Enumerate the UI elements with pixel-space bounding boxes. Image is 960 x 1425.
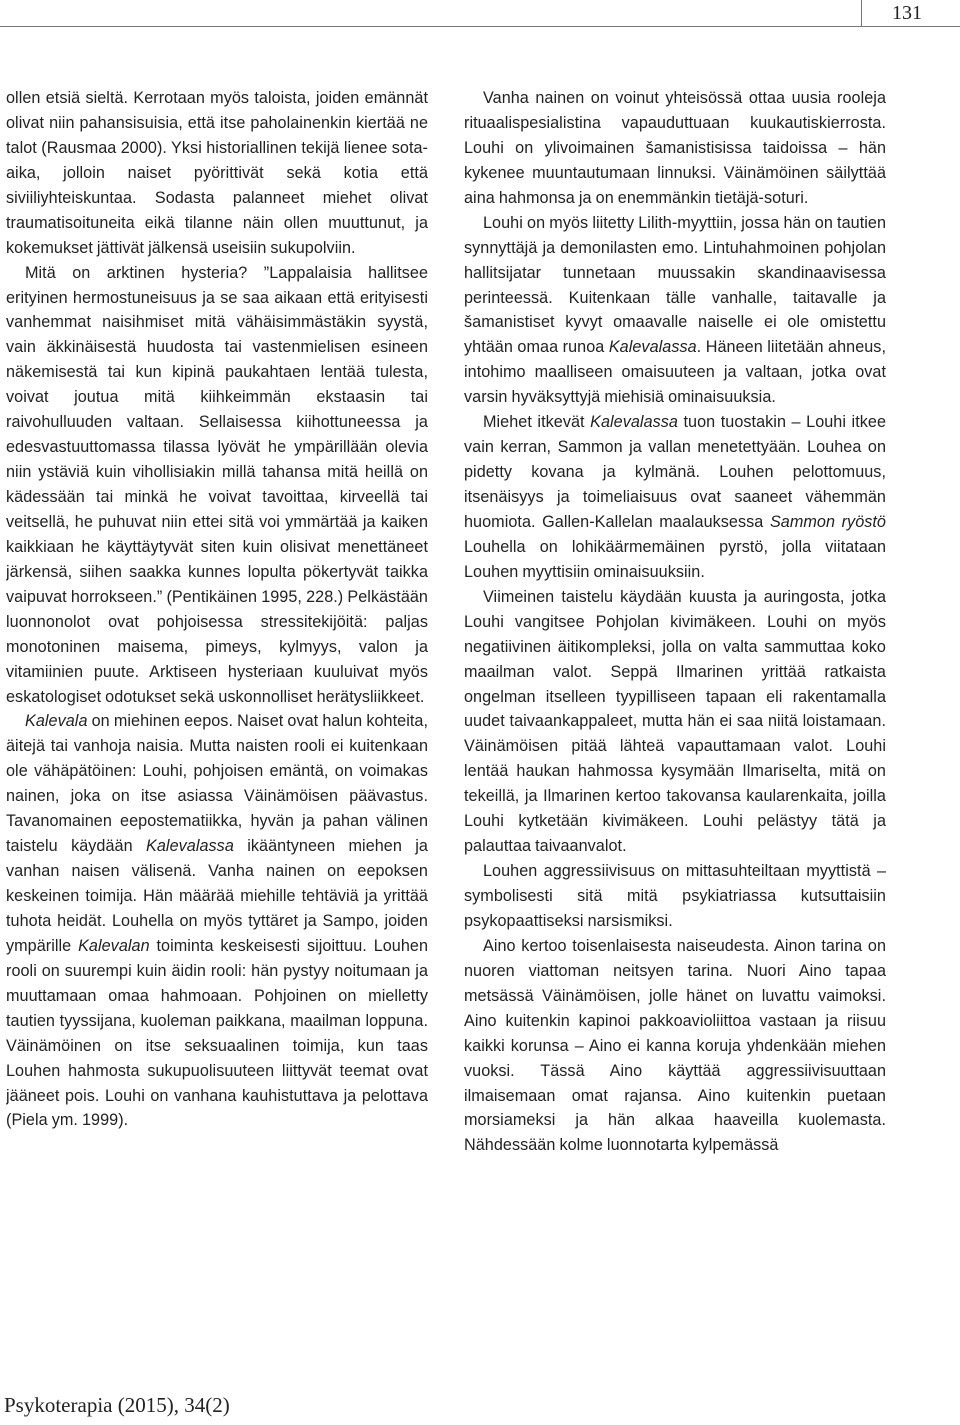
left-paragraph-3 — [6, 709, 428, 1133]
italic-title: Kalevalassa — [590, 413, 678, 432]
text-run: . Häneen liitetään ahneus, intohimo maalliseen omaisuuteen ja valtaan, jotka ovat varsin hyväksyttyjä miehisiä ominaisuuksia. — [464, 338, 886, 407]
italic-title: Kalevalassa — [146, 837, 234, 856]
header-rule — [0, 26, 960, 27]
italic-title: Kalevalan — [78, 936, 150, 955]
right-paragraph-1: Vanha nainen on voinut yhteisössä ottaa uusia rooleja rituaalispesialistina vapauduttuaan kuukautiskierrosta. Louhi on ylivoimainen šamanistisissa taidoissa – hän kykenee muuntautumaan linnuksi. Väinämöinen säilyttää aina hahmonsa ja on enemmänkin tietäjä-soturi. — [464, 89, 886, 207]
right-paragraph-5: Louhen aggressiivisuus on mittasuhteiltaan myyttistä – symbolisesti sitä mitä psykiatriassa kutsuttaisiin psykopaattiseksi narsismiksi. — [464, 862, 886, 930]
page-number: 131 — [861, 0, 952, 26]
text-run: ikääntyneen miehen ja vanhan naisen välisenä. Vanha nainen on eepoksen keskeinen toimija. Hän määrää miehille tehtäviä ja yrittää tuhota heidät. Louhella on myös tyttäret ja Sampo, joiden ympärille — [6, 837, 428, 955]
italic-title: Kalevala — [25, 712, 88, 731]
left-paragraph-2: Mitä on arktinen hysteria? ”Lappalaisia hallitsee erityinen hermostuneisuus ja se saa aikaan että erityisesti vanhemmat naisihmiset mitä vähäisimmästäkin syystä, vain äkkinäisestä huudosta tai vastenmielisen esineen näkemisestä tai kun kipinä paukahtaen lentää tulesta, voivat joutua mitä kiihkeimmän ekstaasin tai raivohulluuden valtaan. Sellaisessa kiihottuneessa ja edesvastuuttomassa tilassa lyövät he ympärillään olevia niin ystäviä kuin vihollisiakin millä tahansa mitä heillä on kädessään tai minkä he voivat tavoittaa, kirveellä tai veitsellä, he puhuvat niin ettei sitä voi ymmärtää ja kaiken kaikkiaan he käyttäytyvät siten kuin olisivat menettäneet järkensä, siihen saakka kunnes lopulta pökertyvät taikka vaipuvat horrokseen.” (Pentikäinen 1995, 228.) Pelkästään luonnonolot ovat pohjoisessa stressitekijöitä: paljas monotoninen maisema, pimeys, kylmyys, valon ja vitamiinien puute. Arktiseen hysteriaan kuuluivat myös eskatologiset odotukset sekä uskonnolliset herätysliikkeet. — [6, 263, 428, 706]
left-column — [6, 86, 428, 1336]
right-paragraph-3 — [464, 410, 886, 585]
text-run: toiminta keskeisesti sijoittuu. Louhen rooli on suurempi kuin äidin rooli: hän pystyy noitumaan ja muuttamaan omaa hahmoaan. Pohjoinen on mielletty tautien tyyssijana, kuoleman paikkana, maailman loppuna. Väinämöinen on itse seksuaalinen toimija, kun taas Louhen hahmosta sukupuolisuuteen liittyvät teemat ovat jääneet pois. Louhi on vanhana kauhistuttava ja pelottava (Piela ym. 1999). — [6, 936, 428, 1130]
journal-footer: Psykoterapia (2015), 34(2) — [4, 1393, 230, 1417]
text-run: Miehet itkevät — [483, 413, 591, 432]
italic-title: Kalevalassa — [608, 338, 697, 357]
right-column — [464, 86, 886, 1336]
left-paragraph-1: ollen etsiä sieltä. Kerrotaan myös taloista, joiden emännät olivat niin pahansisuisia, että itse paholainenkin kiertää ne talot (Rausmaa 2000). Yksi historiallinen tekijä lienee sota-aika, jolloin naiset pyörittivät sekä kotia että siviiliyhteiskuntaa. Sodasta palanneet miehet olivat traumatisoituneita eikä tilanne näin ollen muuttunut, ja kokemukset jättivät jälkensä useisiin sukupolviin. — [6, 89, 428, 257]
right-paragraph-2 — [464, 211, 886, 411]
text-run: Louhi on myös liitetty Lilith-myyttiin, jossa hän on tautien synnyttäjä ja demonilasten emo. Lintuhahmoinen pohjolan hallitsijatar tunnetaan muussakin skandinaavisessa perinteessä. Kuitenkaan tälle vanhalle, taitavalle ja šamanistiset kyvyt omaavalle naiselle ei ole omistettu yhtään omaa runoa — [464, 213, 886, 357]
text-run: Louhella on lohikäärmemäinen pyrstö, jolla viitataan Louhen myyttisiin ominaisuuksiin. — [464, 537, 886, 581]
right-paragraph-4: Viimeinen taistelu käydään kuusta ja auringosta, jotka Louhi vangitsee Pohjolan kivimäkeen. Louhi on myös negatiivinen äitikompleksi, jolla on valta sammuttaa koko maailman valot. Seppä Ilmarinen yrittää ratkaista ongelman itselleen tyypilliseen tapaan eli rakentamalla uudet taivaankappaleet, mutta hän ei saa niitä loistamaan. Väinämöisen pitää lähteä vapauttamaan valot. Louhi lentää haukan hahmossa kysymään Ilmariselta, mitä on tekeillä, ja Ilmarinen kertoo takovansa kaularenkaita, joilla Louhi kytketään kivimäkeen. Louhi pelästyy tätä ja palauttaa taivaanvalot. — [464, 587, 886, 856]
right-paragraph-6: Aino kertoo toisenlaisesta naiseudesta. Ainon tarina on nuoren viattoman neitsyen tarina. Nuori Aino tapaa metsässä Väinämöisen, jolle hänet on luvattu vaimoksi. Aino kuitenkin kapinoi pakkoavioliittoa vastaan ja riisuu kaikki korunsa – Aino ei kanna koruja yhdenkään miehen vuoksi. Tässä Aino käyttää aggressiivisuuttaan ilmaisemaan omat rajansa. Aino kuitenkin puetaan morsiameksi ja hän alkaa haaveilla kuolemasta. Nähdessään kolme luonnotarta kylpemässä — [464, 936, 886, 1155]
text-run: tuon tuostakin – Louhi itkee vain kerran, Sammon ja vallan menetettyään. Louhea on pidetty kovana ja kylmänä. Louhen pelottomuus, itsenäisyys ja toimeliaisuus ovat saaneet vähemmän huomiota. Gallen-Kallelan maalauksessa — [464, 413, 886, 531]
italic-title: Sammon ryöstö — [769, 512, 886, 531]
text-run: on miehinen eepos. Naiset ovat halun kohteita, äitejä tai vanhoja naisia. Mutta naisten rooli ei kuitenkaan ole vähäpätöinen: Louhi, pohjoisen emäntä, on voimakas nainen, joka on itse asiassa Väinämöisen päävastus. Tavanomainen eepostematiikka, hyvän ja pahan välinen taistelu käydään — [6, 712, 428, 856]
